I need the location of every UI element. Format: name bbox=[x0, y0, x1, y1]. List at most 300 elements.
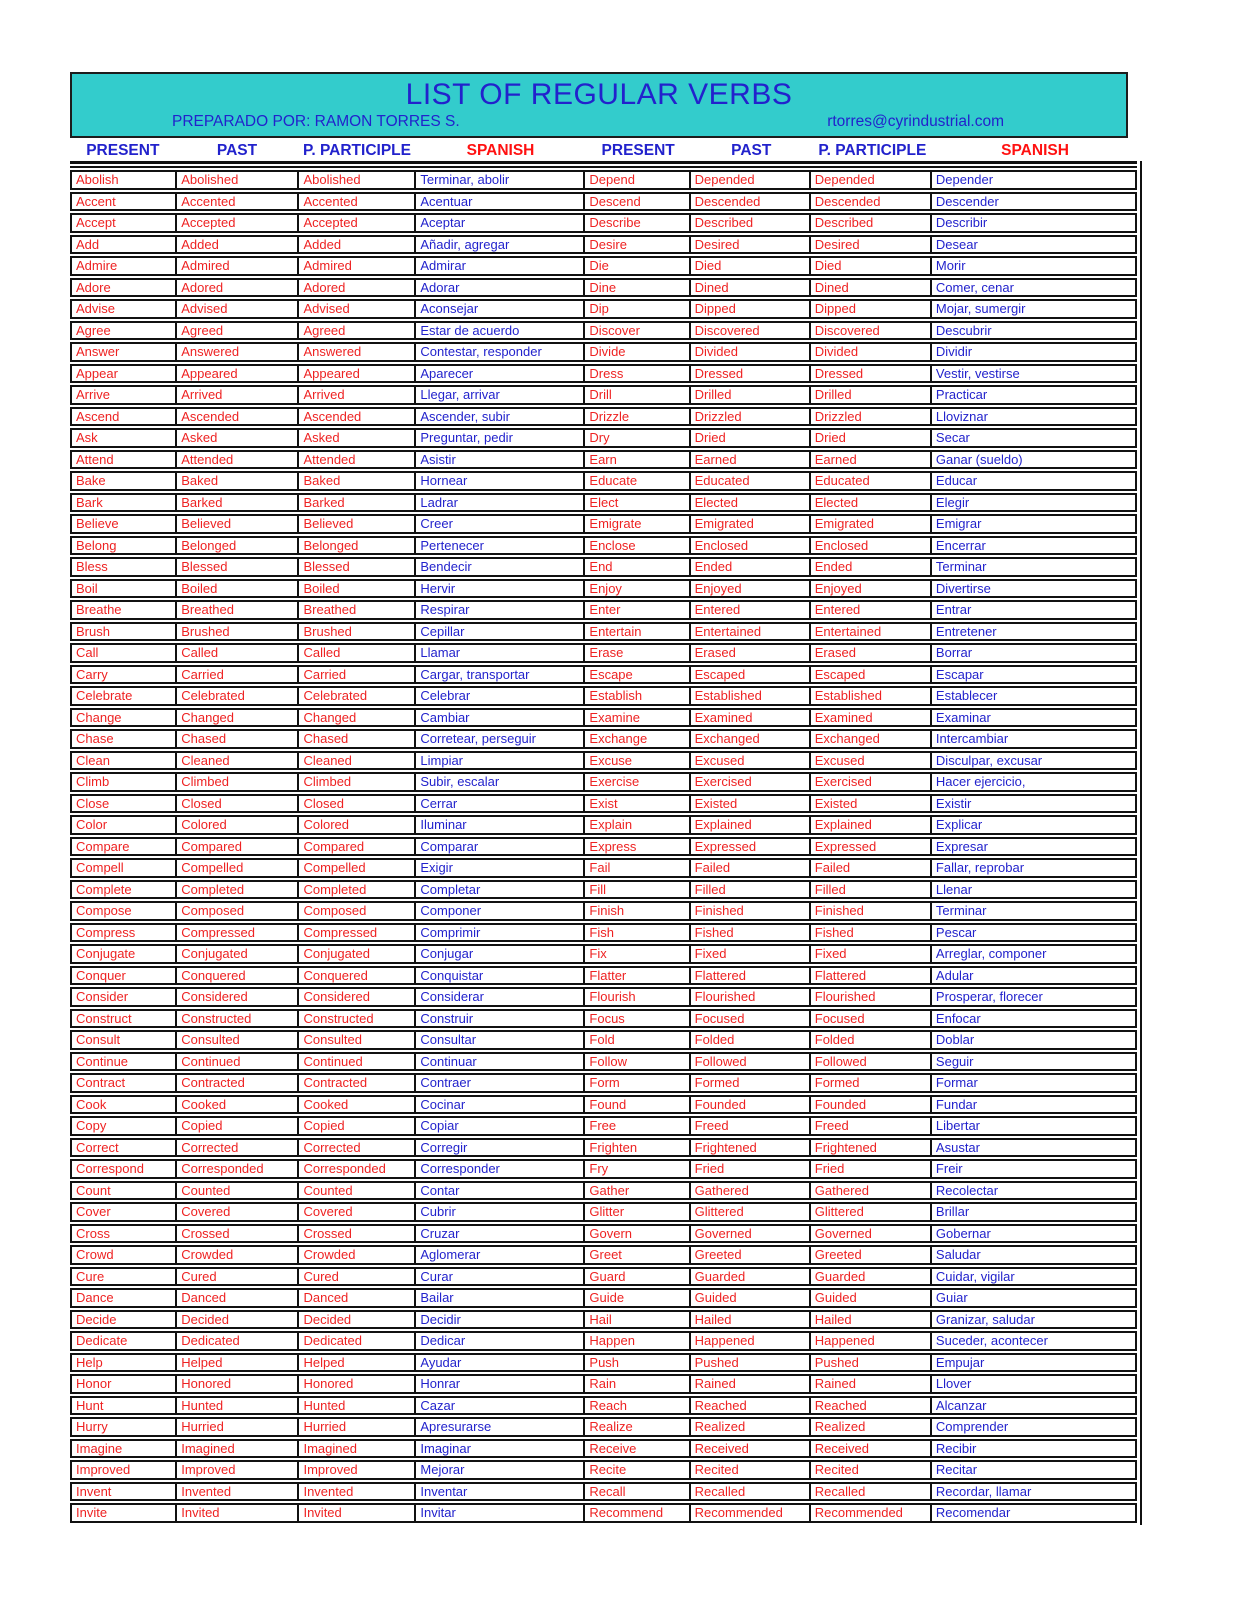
column-header-present-left: PRESENT bbox=[86, 142, 160, 159]
table-row bbox=[70, 1224, 1137, 1244]
table-row bbox=[70, 1288, 1137, 1308]
participle-left-cell: Imagined bbox=[299, 1441, 416, 1457]
present-left-cell: Correspond bbox=[72, 1161, 177, 1177]
participle-left-cell: Copied bbox=[299, 1118, 416, 1134]
spanish-right-cell: Entretener bbox=[935, 623, 997, 639]
spanish-left-cell: Corregir bbox=[416, 1140, 585, 1156]
present-right-cell: Entertain bbox=[585, 624, 690, 640]
past-right-cell: Reached bbox=[691, 1398, 811, 1414]
present-right-cell: Drill bbox=[585, 387, 690, 403]
present-left-cell: Close bbox=[72, 796, 177, 812]
participle-left-cell: Crowded bbox=[299, 1247, 416, 1263]
participle-left-cell: Accepted bbox=[299, 215, 416, 231]
spanish-right-cell: Granizar, saludar bbox=[935, 1311, 1035, 1327]
past-left-cell: Accepted bbox=[177, 215, 299, 231]
participle-left-cell: Helped bbox=[299, 1355, 416, 1371]
past-left-cell: Corrected bbox=[177, 1140, 299, 1156]
participle-left-cell: Ascended bbox=[299, 409, 416, 425]
spanish-right-cell: Brillar bbox=[935, 1204, 970, 1219]
past-left-cell: Cooked bbox=[177, 1097, 299, 1113]
verbs-table bbox=[70, 170, 1137, 1525]
past-right-cell: Greeted bbox=[691, 1247, 811, 1263]
past-left-cell: Composed bbox=[177, 903, 299, 919]
past-right-cell: Founded bbox=[691, 1097, 811, 1113]
column-header-past-left: PAST bbox=[216, 142, 258, 159]
spanish-right-cell: Describir bbox=[935, 215, 988, 230]
participle-left-cell: Closed bbox=[299, 796, 416, 812]
past-right-cell: Dressed bbox=[691, 366, 811, 382]
participle-right-cell: Finished bbox=[811, 903, 932, 919]
past-right-cell: Received bbox=[691, 1441, 811, 1457]
spanish-left-cell: Cerrar bbox=[416, 796, 585, 812]
past-right-cell: Educated bbox=[691, 473, 811, 489]
spanish-right-cell: Fallar, reprobar bbox=[935, 860, 1025, 875]
present-right-cell: Dry bbox=[585, 430, 690, 446]
past-left-cell: Advised bbox=[177, 301, 299, 317]
present-right-cell: Erase bbox=[585, 645, 690, 661]
present-left-cell: Correct bbox=[72, 1140, 177, 1156]
spanish-right-cell: Recitar bbox=[935, 1462, 978, 1477]
spanish-left-cell: Subir, escalar bbox=[416, 774, 585, 790]
table-row bbox=[70, 493, 1137, 513]
spanish-left-cell: Llamar bbox=[416, 645, 585, 661]
participle-right-cell: Focused bbox=[811, 1011, 932, 1027]
present-right-cell: Fold bbox=[585, 1032, 690, 1048]
present-right-cell: Greet bbox=[585, 1247, 690, 1263]
table-row bbox=[70, 471, 1137, 491]
spanish-left-cell: Acentuar bbox=[416, 194, 585, 210]
table-row bbox=[70, 772, 1137, 792]
participle-right-cell: Freed bbox=[811, 1118, 932, 1134]
participle-right-cell: Flattered bbox=[811, 968, 932, 984]
present-right-cell: Elect bbox=[585, 495, 690, 511]
past-right-cell: Fished bbox=[691, 925, 811, 941]
participle-right-cell: Rained bbox=[811, 1376, 932, 1392]
spanish-left-cell: Asistir bbox=[416, 452, 585, 468]
present-right-cell: End bbox=[585, 559, 690, 575]
spanish-left-cell: Adorar bbox=[416, 280, 585, 296]
present-left-cell: Invite bbox=[72, 1505, 177, 1521]
past-right-cell: Formed bbox=[691, 1075, 811, 1091]
present-right-cell: Hail bbox=[585, 1312, 690, 1328]
spanish-right-cell: Recomendar bbox=[935, 1505, 1011, 1520]
participle-right-cell: Erased bbox=[811, 645, 932, 661]
spanish-right-cell: Fundar bbox=[935, 1096, 978, 1112]
past-left-cell: Helped bbox=[177, 1355, 299, 1371]
past-right-cell: Emigrated bbox=[691, 516, 811, 532]
present-left-cell: Add bbox=[72, 237, 177, 253]
participle-left-cell: Cooked bbox=[299, 1097, 416, 1113]
table-row bbox=[70, 1331, 1137, 1351]
spanish-left-cell: Cocinar bbox=[416, 1097, 585, 1113]
participle-right-cell: Ended bbox=[811, 559, 932, 575]
present-left-cell: Accept bbox=[72, 215, 177, 231]
past-right-cell: Depended bbox=[691, 172, 811, 188]
past-left-cell: Agreed bbox=[177, 323, 299, 339]
present-left-cell: Dedicate bbox=[72, 1333, 177, 1349]
table-row bbox=[70, 1159, 1137, 1179]
participle-left-cell: Changed bbox=[299, 710, 416, 726]
present-right-cell: Descend bbox=[585, 194, 690, 210]
participle-left-cell: Chased bbox=[299, 731, 416, 747]
table-row bbox=[70, 278, 1137, 298]
spanish-left-cell: Decidir bbox=[416, 1312, 585, 1328]
table-row bbox=[70, 256, 1137, 276]
past-right-cell: Discovered bbox=[691, 323, 811, 339]
present-right-cell: Enclose bbox=[585, 538, 690, 554]
spanish-left-cell: Exigir bbox=[416, 860, 585, 876]
spanish-left-cell: Contestar, responder bbox=[416, 344, 585, 360]
present-right-cell: Exercise bbox=[585, 774, 690, 790]
past-right-cell: Filled bbox=[691, 882, 811, 898]
spanish-left-cell: Bailar bbox=[416, 1290, 585, 1306]
spanish-left-cell: Estar de acuerdo bbox=[416, 323, 585, 339]
past-right-cell: Glittered bbox=[691, 1204, 811, 1220]
present-right-cell: Receive bbox=[585, 1441, 690, 1457]
participle-left-cell: Counted bbox=[299, 1183, 416, 1199]
spanish-left-cell: Cepillar bbox=[416, 624, 585, 640]
participle-right-cell: Exchanged bbox=[811, 731, 932, 747]
spanish-left-cell: Ayudar bbox=[416, 1355, 585, 1371]
table-row bbox=[70, 557, 1137, 577]
past-left-cell: Decided bbox=[177, 1312, 299, 1328]
participle-left-cell: Honored bbox=[299, 1376, 416, 1392]
spanish-left-cell: Imaginar bbox=[416, 1441, 585, 1457]
past-right-cell: Dined bbox=[691, 280, 811, 296]
spanish-right-cell: Seguir bbox=[935, 1053, 974, 1069]
table-row bbox=[70, 299, 1137, 319]
present-left-cell: Conjugate bbox=[72, 946, 177, 962]
participle-right-cell: Filled bbox=[811, 882, 932, 898]
table-row bbox=[70, 321, 1137, 341]
participle-left-cell: Blessed bbox=[299, 559, 416, 575]
spanish-right-cell: Practicar bbox=[935, 387, 988, 402]
spanish-right-cell: Suceder, acontecer bbox=[935, 1333, 1048, 1348]
participle-left-cell: Called bbox=[299, 645, 416, 661]
past-left-cell: Believed bbox=[177, 516, 299, 532]
table-row bbox=[70, 235, 1137, 255]
table-row bbox=[70, 1482, 1137, 1502]
spanish-right-cell: Secar bbox=[935, 430, 970, 445]
spanish-right-cell: Arreglar, componer bbox=[935, 946, 1047, 961]
past-left-cell: Counted bbox=[177, 1183, 299, 1199]
table-row bbox=[70, 1009, 1137, 1029]
column-header-participle-left: P. PARTICIPLE bbox=[303, 142, 411, 159]
present-left-cell: Cure bbox=[72, 1269, 177, 1285]
participle-right-cell: Educated bbox=[811, 473, 932, 489]
past-right-cell: Enclosed bbox=[691, 538, 811, 554]
present-left-cell: Cross bbox=[72, 1226, 177, 1242]
table-row bbox=[70, 1138, 1137, 1158]
past-right-cell: Folded bbox=[691, 1032, 811, 1048]
present-left-cell: Continue bbox=[72, 1054, 177, 1070]
table-row bbox=[70, 1116, 1137, 1136]
present-right-cell: Focus bbox=[585, 1011, 690, 1027]
present-right-cell: Excuse bbox=[585, 753, 690, 769]
spanish-left-cell: Creer bbox=[416, 516, 585, 532]
participle-left-cell: Covered bbox=[299, 1204, 416, 1220]
participle-left-cell: Decided bbox=[299, 1312, 416, 1328]
past-right-cell: Fixed bbox=[691, 946, 811, 962]
past-left-cell: Improved bbox=[177, 1462, 299, 1478]
participle-right-cell: Folded bbox=[811, 1032, 932, 1048]
participle-left-cell: Conquered bbox=[299, 968, 416, 984]
participle-right-cell: Fished bbox=[811, 925, 932, 941]
past-left-cell: Cleaned bbox=[177, 753, 299, 769]
past-right-cell: Exercised bbox=[691, 774, 811, 790]
present-left-cell: Abolish bbox=[72, 172, 177, 188]
present-left-cell: Clean bbox=[72, 753, 177, 769]
present-right-cell: Guide bbox=[585, 1290, 690, 1306]
participle-right-cell: Enjoyed bbox=[811, 581, 932, 597]
present-left-cell: Count bbox=[72, 1183, 177, 1199]
spanish-right-cell: Encerrar bbox=[935, 537, 986, 553]
present-left-cell: Construct bbox=[72, 1011, 177, 1027]
participle-right-cell: Excused bbox=[811, 753, 932, 769]
table-row bbox=[70, 514, 1137, 534]
participle-left-cell: Added bbox=[299, 237, 416, 253]
spanish-left-cell: Cruzar bbox=[416, 1226, 585, 1242]
participle-right-cell: Described bbox=[811, 215, 932, 231]
past-right-cell: Described bbox=[691, 215, 811, 231]
spanish-right-cell: Establecer bbox=[935, 688, 998, 703]
participle-left-cell: Completed bbox=[299, 882, 416, 898]
spanish-right-cell: Educar bbox=[935, 473, 978, 488]
past-right-cell: Excused bbox=[691, 753, 811, 769]
present-right-cell: Push bbox=[585, 1355, 690, 1371]
present-right-cell: Frighten bbox=[585, 1140, 690, 1156]
table-top-rule bbox=[70, 161, 1137, 168]
participle-right-cell: Drizzled bbox=[811, 409, 932, 425]
table-row bbox=[70, 622, 1137, 642]
participle-left-cell: Contracted bbox=[299, 1075, 416, 1091]
table-right-border bbox=[1140, 161, 1142, 1525]
spanish-left-cell: Completar bbox=[416, 882, 585, 898]
spanish-left-cell: Limpiar bbox=[416, 753, 585, 769]
participle-left-cell: Celebrated bbox=[299, 688, 416, 704]
present-left-cell: Celebrate bbox=[72, 688, 177, 704]
participle-right-cell: Realized bbox=[811, 1419, 932, 1435]
table-row bbox=[70, 342, 1137, 362]
past-left-cell: Compelled bbox=[177, 860, 299, 876]
spanish-left-cell: Aparecer bbox=[416, 366, 585, 382]
present-left-cell: Belong bbox=[72, 538, 177, 554]
table-row bbox=[70, 213, 1137, 233]
spanish-right-cell: Hacer ejercicio, bbox=[935, 774, 1026, 789]
past-right-cell: Fried bbox=[691, 1161, 811, 1177]
participle-right-cell: Flourished bbox=[811, 989, 932, 1005]
participle-left-cell: Baked bbox=[299, 473, 416, 489]
present-left-cell: Invent bbox=[72, 1484, 177, 1500]
past-left-cell: Invented bbox=[177, 1484, 299, 1500]
past-left-cell: Hunted bbox=[177, 1398, 299, 1414]
spanish-left-cell: Aceptar bbox=[416, 215, 585, 231]
present-left-cell: Contract bbox=[72, 1075, 177, 1091]
spanish-right-cell: Libertar bbox=[935, 1118, 980, 1133]
table-row bbox=[70, 815, 1137, 835]
spanish-right-cell: Asustar bbox=[935, 1139, 980, 1155]
past-right-cell: Freed bbox=[691, 1118, 811, 1134]
participle-right-cell: Desired bbox=[811, 237, 932, 253]
present-left-cell: Ascend bbox=[72, 409, 177, 425]
past-right-cell: Divided bbox=[691, 344, 811, 360]
past-right-cell: Hailed bbox=[691, 1312, 811, 1328]
past-left-cell: Climbed bbox=[177, 774, 299, 790]
spanish-left-cell: Apresurarse bbox=[416, 1419, 585, 1435]
present-left-cell: Breathe bbox=[72, 602, 177, 618]
past-left-cell: Asked bbox=[177, 430, 299, 446]
past-right-cell: Established bbox=[691, 688, 811, 704]
past-left-cell: Appeared bbox=[177, 366, 299, 382]
spanish-left-cell: Considerar bbox=[416, 989, 585, 1005]
spanish-left-cell: Aglomerar bbox=[416, 1247, 585, 1263]
participle-left-cell: Conjugated bbox=[299, 946, 416, 962]
past-right-cell: Guided bbox=[691, 1290, 811, 1306]
table-row bbox=[70, 1417, 1137, 1437]
spanish-right-cell: Vestir, vestirse bbox=[935, 365, 1020, 381]
present-left-cell: Ask bbox=[72, 430, 177, 446]
present-right-cell: Discover bbox=[585, 323, 690, 339]
past-left-cell: Accented bbox=[177, 194, 299, 210]
present-left-cell: Honor bbox=[72, 1376, 177, 1392]
participle-left-cell: Compelled bbox=[299, 860, 416, 876]
spanish-right-cell: Entrar bbox=[935, 602, 972, 617]
present-left-cell: Bark bbox=[72, 495, 177, 511]
spanish-right-cell: Morir bbox=[935, 258, 966, 273]
present-right-cell: Recommend bbox=[585, 1505, 690, 1521]
present-left-cell: Believe bbox=[72, 516, 177, 532]
present-right-cell: Enjoy bbox=[585, 581, 690, 597]
participle-right-cell: Dipped bbox=[811, 301, 932, 317]
table-row bbox=[70, 170, 1137, 190]
table-row bbox=[70, 686, 1137, 706]
present-right-cell: Dine bbox=[585, 280, 690, 296]
spanish-right-cell: Emigrar bbox=[935, 516, 982, 531]
participle-left-cell: Compressed bbox=[299, 925, 416, 941]
spanish-right-cell: Expresar bbox=[935, 838, 988, 854]
present-right-cell: Examine bbox=[585, 710, 690, 726]
past-left-cell: Belonged bbox=[177, 538, 299, 554]
participle-right-cell: Entered bbox=[811, 602, 932, 618]
participle-right-cell: Divided bbox=[811, 344, 932, 360]
table-row bbox=[70, 600, 1137, 620]
spanish-right-cell: Gobernar bbox=[935, 1225, 991, 1241]
present-right-cell: Gather bbox=[585, 1183, 690, 1199]
past-left-cell: Constructed bbox=[177, 1011, 299, 1027]
title-banner bbox=[70, 72, 1128, 138]
past-right-cell: Flourished bbox=[691, 989, 811, 1005]
present-right-cell: Fish bbox=[585, 925, 690, 941]
present-right-cell: Desire bbox=[585, 237, 690, 253]
table-row bbox=[70, 1202, 1137, 1222]
spanish-left-cell: Comprimir bbox=[416, 925, 585, 941]
participle-right-cell: Escaped bbox=[811, 667, 932, 683]
spanish-left-cell: Conjugar bbox=[416, 946, 585, 962]
present-right-cell: Fix bbox=[585, 946, 690, 962]
column-header-spanish-left: SPANISH bbox=[466, 142, 535, 159]
participle-right-cell: Drilled bbox=[811, 387, 932, 403]
participle-left-cell: Answered bbox=[299, 344, 416, 360]
table-row bbox=[70, 794, 1137, 814]
table-row bbox=[70, 450, 1137, 470]
table-row bbox=[70, 579, 1137, 599]
spanish-right-cell: Recibir bbox=[935, 1440, 977, 1456]
past-right-cell: Expressed bbox=[691, 839, 811, 855]
table-row bbox=[70, 407, 1137, 427]
participle-left-cell: Dedicated bbox=[299, 1333, 416, 1349]
past-left-cell: Compared bbox=[177, 839, 299, 855]
participle-left-cell: Believed bbox=[299, 516, 416, 532]
participle-left-cell: Composed bbox=[299, 903, 416, 919]
past-right-cell: Governed bbox=[691, 1226, 811, 1242]
present-left-cell: Improved bbox=[72, 1462, 177, 1478]
participle-right-cell: Entertained bbox=[811, 624, 932, 640]
past-right-cell: Died bbox=[691, 258, 811, 274]
past-left-cell: Consulted bbox=[177, 1032, 299, 1048]
spanish-right-cell: Prosperar, florecer bbox=[935, 989, 1043, 1004]
past-right-cell: Guarded bbox=[691, 1269, 811, 1285]
past-left-cell: Added bbox=[177, 237, 299, 253]
spanish-left-cell: Corresponder bbox=[416, 1161, 585, 1177]
spanish-right-cell: Examinar bbox=[935, 709, 991, 725]
participle-right-cell: Elected bbox=[811, 495, 932, 511]
present-left-cell: Help bbox=[72, 1355, 177, 1371]
past-right-cell: Drizzled bbox=[691, 409, 811, 425]
participle-left-cell: Abolished bbox=[299, 172, 416, 188]
spanish-left-cell: Cazar bbox=[416, 1398, 585, 1414]
past-left-cell: Danced bbox=[177, 1290, 299, 1306]
table-row bbox=[70, 1073, 1137, 1093]
present-right-cell: Fry bbox=[585, 1161, 690, 1177]
present-right-cell: Exist bbox=[585, 796, 690, 812]
spanish-right-cell: Disculpar, excusar bbox=[935, 752, 1043, 768]
spanish-right-cell: Dividir bbox=[935, 344, 973, 359]
spanish-left-cell: Hervir bbox=[416, 581, 585, 597]
spanish-left-cell: Respirar bbox=[416, 602, 585, 618]
participle-right-cell: Hailed bbox=[811, 1312, 932, 1328]
table-row bbox=[70, 880, 1137, 900]
past-left-cell: Celebrated bbox=[177, 688, 299, 704]
spanish-right-cell: Doblar bbox=[935, 1032, 975, 1047]
present-left-cell: Carry bbox=[72, 667, 177, 683]
present-left-cell: Cook bbox=[72, 1097, 177, 1113]
spanish-left-cell: Contar bbox=[416, 1183, 585, 1199]
spanish-right-cell: Descubrir bbox=[935, 322, 992, 338]
spanish-right-cell: Descender bbox=[935, 193, 999, 209]
present-right-cell: Die bbox=[585, 258, 690, 274]
past-right-cell: Failed bbox=[691, 860, 811, 876]
spanish-left-cell: Honrar bbox=[416, 1376, 585, 1392]
table-row bbox=[70, 1310, 1137, 1330]
spanish-left-cell: Celebrar bbox=[416, 688, 585, 704]
spanish-right-cell: Alcanzar bbox=[935, 1397, 987, 1413]
past-left-cell: Covered bbox=[177, 1204, 299, 1220]
present-left-cell: Hurry bbox=[72, 1419, 177, 1435]
past-left-cell: Admired bbox=[177, 258, 299, 274]
contact-email: rtorres@cyrindustrial.com bbox=[827, 113, 1004, 130]
present-right-cell: Divide bbox=[585, 344, 690, 360]
participle-right-cell: Recalled bbox=[811, 1484, 932, 1500]
present-left-cell: Consider bbox=[72, 989, 177, 1005]
past-right-cell: Exchanged bbox=[691, 731, 811, 747]
past-right-cell: Erased bbox=[691, 645, 811, 661]
spanish-left-cell: Mejorar bbox=[416, 1462, 585, 1478]
table-row bbox=[70, 536, 1137, 556]
present-left-cell: Climb bbox=[72, 774, 177, 790]
participle-left-cell: Climbed bbox=[299, 774, 416, 790]
participle-right-cell: Earned bbox=[811, 452, 932, 468]
past-right-cell: Rained bbox=[691, 1376, 811, 1392]
